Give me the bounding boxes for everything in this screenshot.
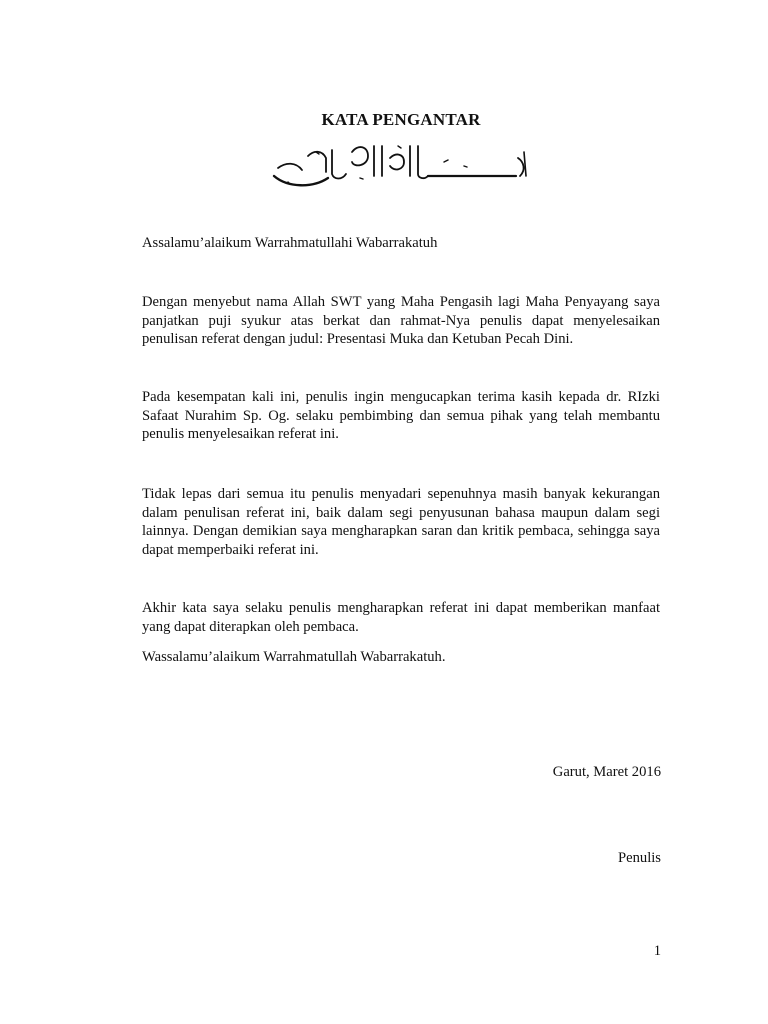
page-number: 1 [653,943,661,959]
closing-salutation: Wassalamu’alaikum Warrahmatullah Wabarrakatuh. [142,649,446,665]
paragraph-shortcomings: Tidak lepas dari semua itu penulis menyadari sepenuhnya masih banyak kekurangan dalam penulisan referat ini, baik dalam segi penyusunan bahasa maupun dalam segi lainnya. Dengan demikian saya mengharapkan saran dan kritik pembaca, sehingga saya dapat memperbaiki referat ini. [142,486,660,558]
place-date: Garut, Maret 2016 [552,764,661,780]
paragraph-closing-remarks: Akhir kata saya selaku penulis mengharapkan referat ini dapat memberikan manfaat yang dapat diterapkan oleh pembaca. [142,600,660,635]
greeting: Assalamu’alaikum Warrahmatullahi Wabarrakatuh [142,235,438,251]
bismillah-calligraphy [268,138,533,190]
paragraph-opening: Dengan menyebut nama Allah SWT yang Maha Pengasih lagi Maha Penyayang saya panjatkan puji syukur atas berkat dan rahmat-Nya penulis dapat menyelesaikan penulisan referat dengan judul: Presentasi Muka dan Ketuban Pecah Dini. [142,294,660,348]
paragraph-thanks: Pada kesempatan kali ini, penulis ingin mengucapkan terima kasih kepada dr. RIzki Safaat Nurahim Sp. Og. selaku pembimbing dan semua pihak yang telah membantu penulis menyelesaikan referat ini. [142,389,660,443]
page-title: KATA PENGANTAR [321,110,481,129]
author-signature-label: Penulis [618,850,661,866]
